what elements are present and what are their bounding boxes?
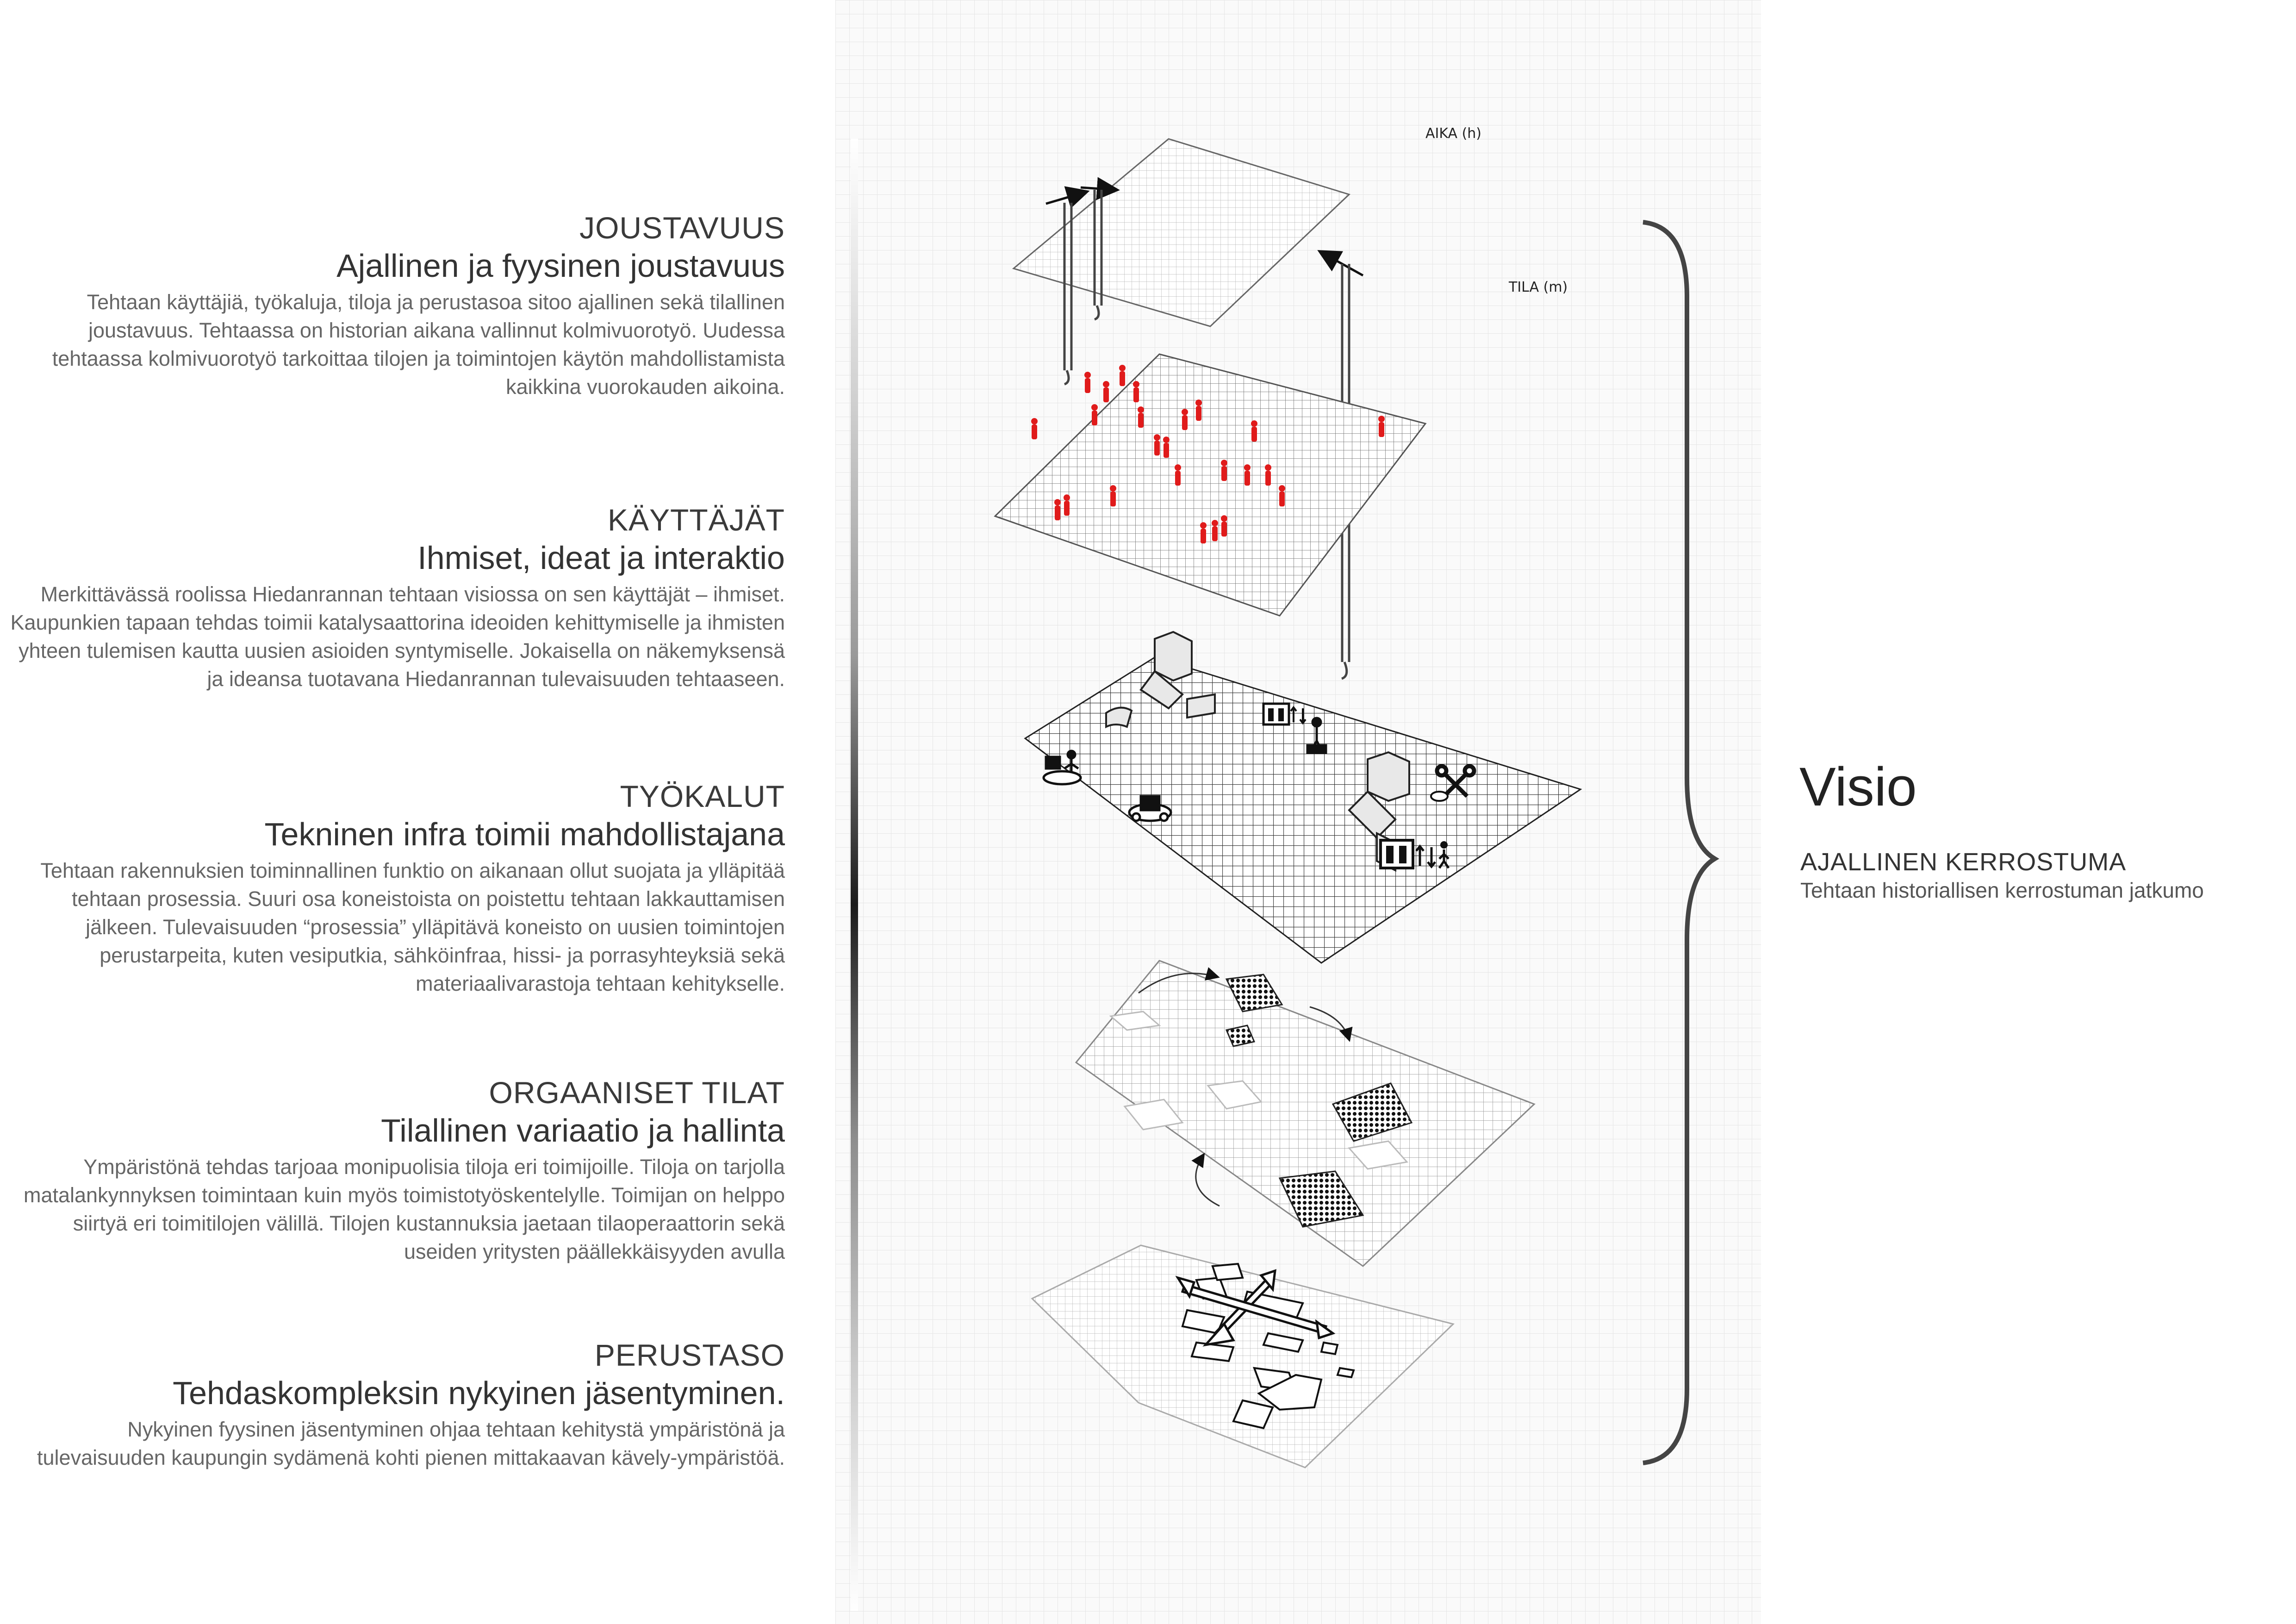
section-headline: Ajallinen ja fyysinen joustavuus (336, 248, 785, 284)
section-body: Ympäristönä tehdas tarjoaa monipuolisia tiloja eri toimijoille. Tiloja on tarjolla matalankynnyksen toimintaan kuin myös toimistotyöskentelylle. Toimijan on helppo siirtyä eri toimitilojen välillä. Tilojen kustannuksia jaetaan tilaoperaattorin sekä useiden yritysten päällekkäisyyden avulla (23, 1155, 785, 1263)
section-headline: Tehdaskompleksin nykyinen jäsentyminen. (173, 1375, 785, 1411)
section-tyokalut (0, 778, 785, 998)
section-joustavuus (0, 209, 785, 401)
section-body: Merkittävässä roolissa Hiedanrannan tehtaan visiossa on sen käyttäjät – ihmiset. Kaupunkien tapaan tehdas toimii katalysaattorina ideoiden kehittymiselle ja ihmisten yhteen tulemisen kautta uusien asioiden syntymiselle. Jokaisella on näkemyksensä ja ideansa tuotavana Hiedanrannan tulevaisuuden tehtaaseen. (10, 582, 785, 691)
section-headline: Tilallinen variaatio ja hallinta (381, 1112, 785, 1149)
pipe-sculpture-3 (1106, 708, 1132, 727)
section-orgaaniset-tilat (0, 1074, 785, 1266)
section-kicker: TYÖKALUT (620, 779, 785, 813)
layer-tyokalut (1025, 632, 1580, 963)
section-kicker: JOUSTAVUUS (579, 211, 785, 245)
visio-subtitle: AJALLINEN KERROSTUMA (1800, 848, 2127, 876)
section-kicker: PERUSTASO (594, 1338, 785, 1372)
layer-kayttajat (995, 354, 1425, 616)
section-kicker: KÄYTTÄJÄT (607, 503, 785, 537)
visio-description: Tehtaan historiallisen kerrostuman jatkumo (1800, 878, 2204, 902)
layer-diagram (835, 0, 1761, 1624)
section-perustaso (0, 1337, 785, 1472)
section-body: Tehtaan käyttäjiä, työkaluja, tiloja ja perustasoa sitoo ajallinen sekä tilallinen joustavuus. Tehtaassa on historian aikana vallinnut kolmivuorotyö. Uudessa tehtaassa kolmivuorotyö tarkoittaa tilojen ja toimintojen käytön mahdollistamista kaikkina vuorokauden aikoina. (52, 290, 785, 399)
section-kicker: ORGAANISET TILAT (489, 1075, 785, 1110)
curly-brace (1643, 222, 1715, 1463)
space-axis-label: TILA (m) (1509, 279, 1568, 295)
layer-orgaaniset-tilat (1076, 961, 1534, 1266)
layer-perustaso (1032, 1245, 1453, 1468)
section-body: Tehtaan rakennuksien toiminnallinen funktio on aikanaan ollut suojata ja ylläpitää tehtaan prosessia. Suuri osa koneistoista on poistettu tehtaan lakkauttamisen jälkeen. Tulevaisuuden “prosessia” ylläpitävä koneisto on uusien toimintojen perustarpeita, kuten vesiputkia, sähköinfraa, hissi- ja porrasyhteyksiä sekä materiaalivarastoja tehtaan kehitykselle. (40, 859, 785, 995)
section-headline: Tekninen infra toimii mahdollistajana (264, 816, 785, 852)
visio-title: Visio (1799, 756, 1917, 818)
section-headline: Ihmiset, ideat ja interaktio (417, 540, 785, 576)
section-kayttajat (0, 501, 785, 693)
time-axis-label: AIKA (h) (1425, 125, 1481, 142)
section-body: Nykyinen fyysinen jäsentyminen ohjaa tehtaan kehitystä ympäristönä ja tulevaisuuden kaupungin sydämenä kohti pienen mittakaavan kävely-ympäristöä. (37, 1418, 785, 1469)
